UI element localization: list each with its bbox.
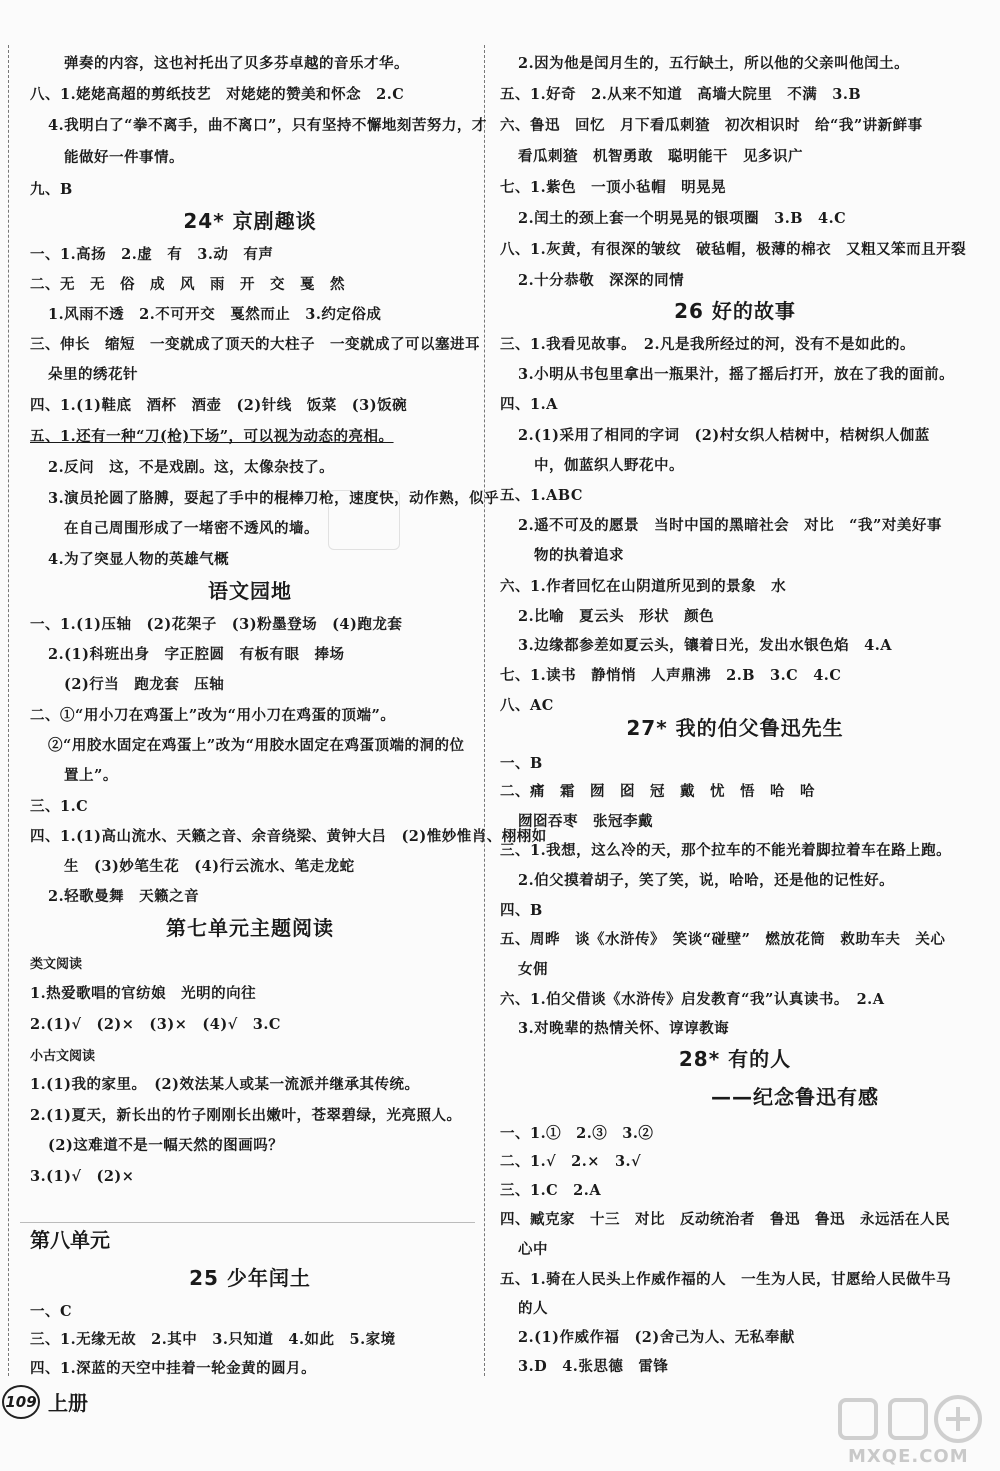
text-line: 2.比喻 夏云头 形状 颜色 (518, 608, 715, 625)
left-margin-dashed (8, 45, 9, 1376)
text-line: 2.十分恭敬 深深的同情 (518, 272, 685, 289)
text-line: 2.伯父摸着胡子，笑了笑，说，哈哈，还是他的记性好。 (518, 872, 895, 889)
lesson-subtitle: ——纪念鲁迅有感 (711, 1085, 879, 1109)
text-line: 五、1.好奇 2.从来不知道 高墙大院里 不满 3.B (500, 86, 862, 103)
subsection-label: 小古文阅读 (30, 1049, 96, 1064)
text-line: 四、1.(1)高山流水、天籁之音、余音绕梁、黄钟大吕 (2)惟妙惟肖、栩栩如 (30, 828, 547, 845)
text-line: 一、B (500, 755, 543, 772)
text-line: 3.演员抡圆了胳膊，耍起了手中的棍棒刀枪，速度快，动作熟，似乎 (48, 490, 500, 507)
text-line: 3.D 4.张思德 雷锋 (518, 1358, 669, 1375)
text-line: 2.(1)科班出身 字正腔圆 有板有眼 捧场 (48, 646, 345, 663)
text-line: 心中 (518, 1241, 548, 1258)
text-line: 3.小明从书包里拿出一瓶果汁，摇了摇后打开，放在了我的面前。 (518, 366, 955, 383)
text-line: 三、1.C (30, 798, 89, 815)
text-line: 四、1.深蓝的天空中挂着一轮金黄的圆月。 (30, 1360, 317, 1377)
text-line: 八、AC (500, 697, 554, 714)
text-line: 一、1.高扬 2.虚 有 3.动 有声 (30, 246, 274, 263)
watermark-domain: MXQE.COM (848, 1446, 969, 1467)
text-line: 二、痛 霜 囫 囵 冠 戴 忧 悟 哈 哈 (500, 783, 815, 800)
text-line: 二、1.√ 2.× 3.√ (500, 1153, 642, 1170)
lesson-title: 27* 我的伯父鲁迅先生 (626, 716, 844, 740)
text-line: 四、1.A (500, 396, 558, 413)
section-title: 语文园地 (208, 579, 292, 603)
text-line: 女佣 (518, 961, 548, 978)
text-line: 1.热爱歌唱的官纺娘 光明的向往 (30, 985, 257, 1002)
lesson-title: 25 少年闰土 (189, 1266, 311, 1290)
text-line: 朵里的绣花针 (48, 366, 138, 383)
text-line: 六、鲁迅 回忆 月下看瓜刺猹 初次相识时 给“我”讲新鲜事 (500, 117, 923, 134)
text-line: 一、1.① 2.③ 3.② (500, 1125, 654, 1142)
text-line: 九、B (30, 181, 73, 198)
text-line: 2.因为他是闰月生的，五行缺土，所以他的父亲叫他闰土。 (518, 55, 910, 72)
text-line: 五、1.骑在人民头上作威作福的人 一生为人民，甘愿给人民做牛马 (500, 1271, 952, 1288)
watermark-logo-icon (838, 1392, 986, 1444)
text-line: 五、周晔 谈《水浒传》 笑谈“碰壁” 燃放花筒 救助车夫 关心 (500, 931, 946, 948)
text-line: 五、1.还有一种“刀(枪)下场”，可以视为动态的亮相。 (30, 428, 394, 445)
text-line: 四、臧克家 十三 对比 反动统治者 鲁迅 鲁迅 永远活在人民 (500, 1211, 950, 1228)
lesson-title: 28* 有的人 (678, 1047, 792, 1071)
text-line: ②“用胶水固定在鸡蛋上”改为“用胶水固定在鸡蛋顶端的洞的位 (48, 737, 465, 754)
text-line: 2.(1)作威作福 (2)舍己为人、无私奉献 (518, 1329, 795, 1346)
text-line: 能做好一件事情。 (64, 149, 184, 166)
text-line: 1.(1)我的家里。 (2)效法某人或某一流派并继承其传统。 (30, 1076, 420, 1093)
text-line: 一、C (30, 1303, 73, 1320)
text-line: 三、1.无缘无故 2.其中 3.只知道 4.如此 5.家境 (30, 1331, 396, 1348)
text-line: 三、1.我想，这么冷的天，那个拉车的不能光着脚拉着车在路上跑。 (500, 842, 952, 859)
text-line: 三、伸长 缩短 一变就成了顶天的大柱子 一变就成了可以塞进耳 (30, 336, 480, 353)
text-line: 六、1.作者回忆在山阴道所见到的景象 水 (500, 578, 787, 595)
text-line: 2.反问 这，不是戏剧。这，太像杂技了。 (48, 459, 335, 476)
volume-label: 上册 (48, 1391, 88, 1415)
text-line: 3.对晚辈的热情关怀、谆谆教诲 (518, 1020, 730, 1037)
page-number: 109 (2, 1385, 40, 1419)
text-line: 2.(1)夏天，新长出的竹子刚刚长出嫩叶，苍翠碧绿，光亮照人。 (30, 1107, 462, 1124)
text-line: 的人 (518, 1300, 548, 1317)
lesson-title: 24* 京剧趣谈 (183, 209, 317, 233)
text-line: 2.(1)√ (2)× (3)× (4)√ 3.C (30, 1016, 281, 1033)
text-line: 八、1.灰黄，有很深的皱纹 破毡帽，极薄的棉衣 又粗又笨而且开裂 (500, 241, 967, 258)
text-line: 四、1.(1)鞋底 酒杯 酒壶 (2)针线 饭菜 (3)饭碗 (30, 397, 408, 414)
text-line: 二、①“用小刀在鸡蛋上”改为“用小刀在鸡蛋的顶端”。 (30, 707, 396, 724)
text-line: 七、1.读书 静悄悄 人声鼎沸 2.B 3.C 4.C (500, 667, 842, 684)
faint-stamp (328, 490, 400, 550)
text-line: 二、无 无 俗 成 风 雨 开 交 戛 然 (30, 276, 345, 293)
text-line: 生 (3)妙笔生花 (4)行云流水、笔走龙蛇 (64, 858, 355, 875)
unit-reading-title: 第七单元主题阅读 (166, 916, 334, 940)
unit-title: 第八单元 (30, 1228, 110, 1252)
text-line: 看瓜刺猹 机智勇敢 聪明能干 见多识广 (518, 148, 803, 165)
text-line: 1.风雨不透 2.不可开交 戛然而止 3.约定俗成 (48, 306, 382, 323)
text-line: 七、1.紫色 一顶小毡帽 明晃晃 (500, 179, 727, 196)
text-line: 四、B (500, 902, 543, 919)
text-line: 4.我明白了“拳不离手，曲不离口”，只有坚持不懈地刻苦努力，才 (48, 117, 487, 134)
text-line: 4.为了突显人物的英雄气概 (48, 551, 230, 568)
text-line: 2.轻歌曼舞 天籁之音 (48, 888, 200, 905)
text-line: 囫囵吞枣 张冠李戴 (518, 813, 653, 830)
text-line: (2)这难道不是一幅天然的图画吗？ (48, 1137, 284, 1154)
text-line: 五、1.ABC (500, 487, 583, 504)
text-line: 3.边缘都参差如夏云头，镶着日光，发出水银色焰 4.A (518, 637, 893, 654)
text-line: 3.(1)√ (2)× (30, 1168, 135, 1185)
text-line: 弹奏的内容，这也衬托出了贝多芬卓越的音乐才华。 (64, 55, 409, 72)
text-line: 三、1.C 2.A (500, 1182, 602, 1199)
text-line: 八、1.姥姥高超的剪纸技艺 对姥姥的赞美和怀念 2.C (30, 86, 405, 103)
subsection-label: 类文阅读 (30, 957, 83, 972)
text-line: 物的执着追求 (534, 547, 624, 564)
text-line: 六、1.伯父借谈《水浒传》启发教育“我”认真读书。 2.A (500, 991, 885, 1008)
column-divider-dashed (484, 45, 485, 1376)
text-line: 在自己周围形成了一堵密不透风的墙。 (64, 520, 319, 537)
text-line: 2.闰土的颈上套一个明晃晃的银项圈 3.B 4.C (518, 210, 847, 227)
text-line: 2.(1)采用了相同的字词 (2)村女织人桔树中，桔树织人伽蓝 (518, 427, 930, 444)
text-line: (2)行当 跑龙套 压轴 (64, 676, 225, 693)
lesson-title: 26 好的故事 (674, 299, 796, 323)
text-line: 中，伽蓝织人野花中。 (534, 457, 684, 474)
text-line: 一、1.(1)压轴 (2)花架子 (3)粉墨登场 (4)跑龙套 (30, 616, 403, 633)
text-line: 三、1.我看见故事。 2.凡是我所经过的河，没有不是如此的。 (500, 336, 916, 353)
text-line: 置上”。 (64, 767, 118, 784)
section-divider (20, 1222, 475, 1223)
text-line: 2.遥不可及的愿景 当时中国的黑暗社会 对比 “我”对美好事 (518, 517, 942, 534)
